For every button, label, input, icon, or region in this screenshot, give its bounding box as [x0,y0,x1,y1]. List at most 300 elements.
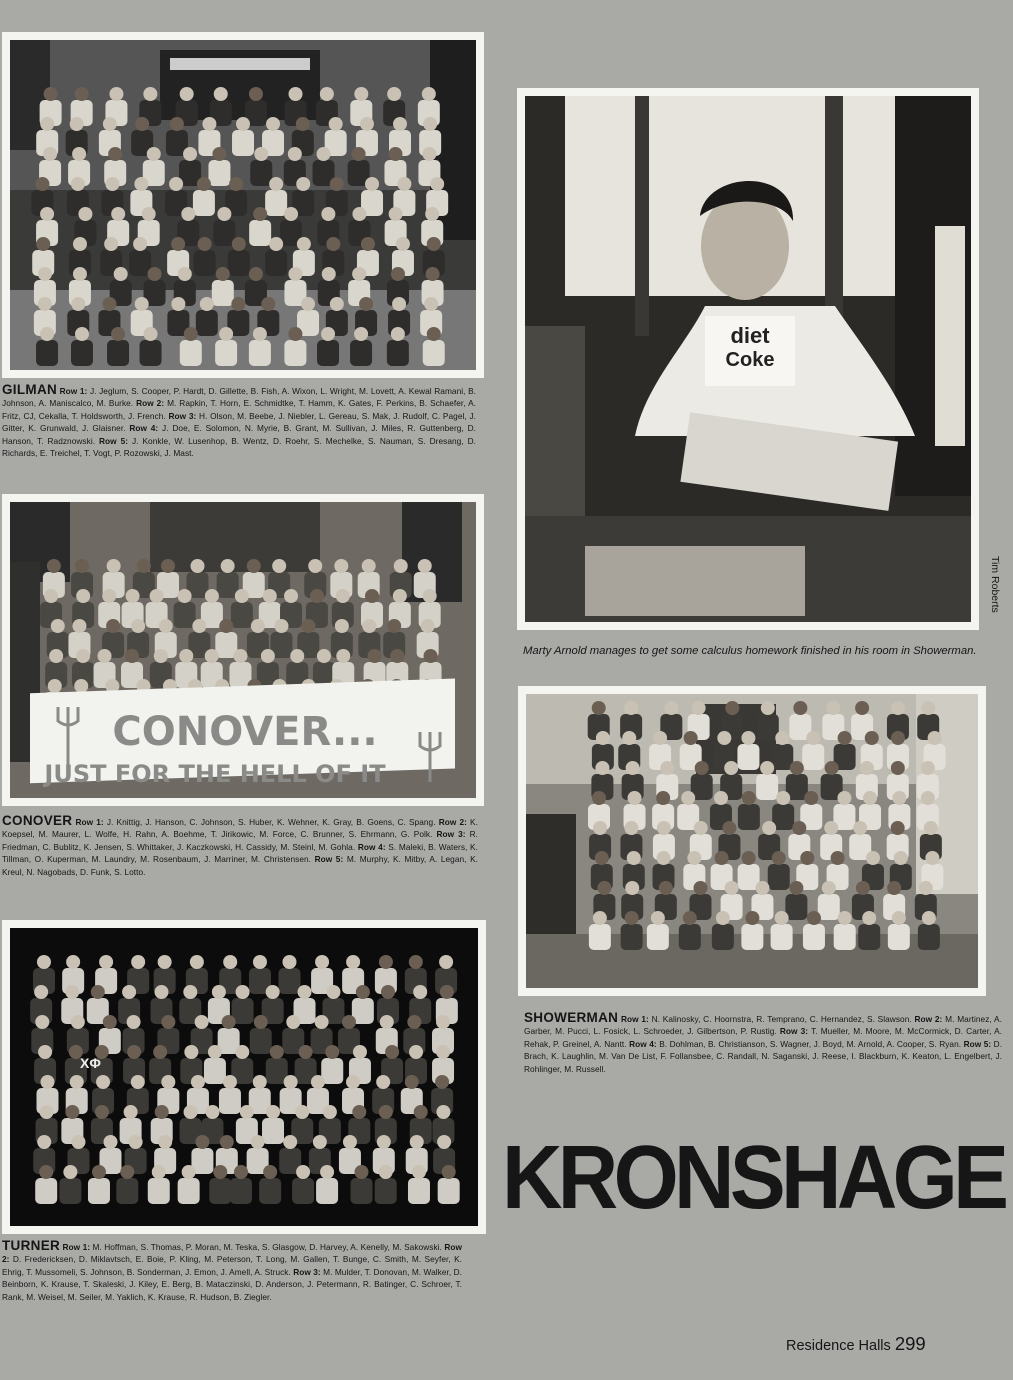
person-figure [202,117,216,131]
person-figure [111,327,125,341]
conover-banner-line2: JUST FOR THE HELL OF IT [44,760,386,788]
person-figure [409,1045,423,1059]
person-figure [592,791,606,805]
person-figure [317,649,331,663]
gilman-row-label: Row 4: [129,423,159,434]
person-figure [866,851,880,865]
person-figure [134,177,148,191]
person-figure [387,619,401,633]
person-figure [231,602,253,628]
person-figure [625,911,639,925]
person-figure [716,911,730,925]
person-figure [63,1165,77,1179]
person-figure [315,1015,329,1029]
person-figure [266,117,280,131]
person-figure [233,649,247,663]
person-figure [624,821,638,835]
person-figure [44,589,58,603]
person-figure [71,1135,85,1149]
person-figure [72,619,86,633]
person-figure [651,911,665,925]
person-figure [155,1105,169,1119]
person-figure [102,297,116,311]
person-figure [717,731,731,745]
person-figure [436,1105,450,1119]
person-figure [295,1105,309,1119]
person-figure [653,731,667,745]
conover-banner-line1: CONOVER... [112,709,378,755]
person-figure [336,649,350,663]
person-figure [194,250,216,276]
person-figure [742,851,756,865]
person-figure [217,207,231,221]
person-figure [296,177,310,191]
person-figure [249,87,263,101]
turner-row-names: M. Hoffman, S. Thomas, P. Moran, M. Teska, S. Glasgow, D. Harvey, A. Kenelly, M. Sakowski. [92,1242,442,1252]
page-number: 299 [894,1333,926,1354]
person-figure [106,619,120,633]
person-figure [71,340,93,366]
person-figure [321,207,335,221]
person-figure [892,911,906,925]
person-figure [622,731,636,745]
person-figure [38,1045,52,1059]
person-figure [212,985,226,999]
person-figure [219,327,233,341]
person-figure [712,924,734,950]
showerman-caption [524,1012,1002,1075]
person-figure [178,589,192,603]
person-figure [196,310,218,336]
person-figure [918,924,940,950]
person-figure [232,130,254,156]
person-figure [738,804,760,830]
person-figure [394,559,408,573]
person-figure [197,177,211,191]
showerman-group-photo [526,694,978,988]
feature-photo-caption: Marty Arnold manages to get some calculus homework finished in his room in Showerman. [523,645,977,657]
person-figure [296,117,310,131]
person-figure [184,1045,198,1059]
person-figure [124,1105,138,1119]
person-figure [838,731,852,745]
person-figure [142,207,156,221]
conover-photo-frame [2,494,484,806]
person-figure [789,881,803,895]
person-figure [181,207,195,221]
person-figure [88,1178,110,1204]
person-figure [170,117,184,131]
person-figure [298,985,312,999]
person-figure [313,1135,327,1149]
person-figure [741,731,755,745]
person-figure [354,87,368,101]
person-figure [272,559,286,573]
person-figure [261,649,275,663]
person-figure [127,1045,141,1059]
person-figure [270,1045,284,1059]
person-figure [863,791,877,805]
person-figure [335,619,349,633]
person-figure [325,1045,339,1059]
person-figure [760,761,774,775]
person-figure [377,1135,391,1149]
person-figure [171,237,185,251]
person-figure [625,881,639,895]
person-figure [837,791,851,805]
person-figure [35,1178,57,1204]
person-figure [790,761,804,775]
person-figure [355,1165,369,1179]
person-figure [205,649,219,663]
person-figure [423,117,437,131]
person-figure [193,190,215,216]
person-figure [922,911,936,925]
person-figure [133,237,147,251]
person-figure [283,1135,297,1149]
conover-group-photo [10,502,476,798]
person-figure [768,864,790,890]
person-figure [72,147,86,161]
person-figure [282,955,296,969]
person-figure [624,701,638,715]
person-figure [261,297,275,311]
person-figure [251,619,265,633]
person-figure [288,327,302,341]
person-figure [198,237,212,251]
person-figure [40,207,54,221]
person-figure [235,1045,249,1059]
person-figure [153,1045,167,1059]
person-figure [928,731,942,745]
person-figure [75,559,89,573]
person-figure [161,559,175,573]
person-figure [647,924,669,950]
person-figure [137,559,151,573]
person-figure [297,237,311,251]
person-figure [818,894,840,920]
person-figure [284,340,306,366]
person-figure [368,649,382,663]
gilman-row-names: J. Jeglum, S. Cooper, P. Hardt, D. Gillette, B. Fish, A. Wixon, L. Wright, M. Lovett, A. Kewal Ramani, B. Johnson, A. Maniscalco, M. Burke. [2,386,477,409]
person-figure [109,87,123,101]
conover-row-names: J. Knittig, J. Hanson, C. Johnson, S. Huber, K. Wehner, K. Gray, B. Goens, C. Spang. [106,817,436,827]
showerman-row-names: B. Dohlman, B. Christianson, S. Wagner, J. Boyd, M. Arnold, A. Cooper, S. Ryan. [659,1038,962,1049]
person-figure [232,237,246,251]
person-figure [40,327,54,341]
person-figure [154,649,168,663]
person-figure [107,340,129,366]
person-figure [807,911,821,925]
showerman-row-label: Row 1: [620,1014,649,1024]
person-figure [223,955,237,969]
person-figure [310,589,324,603]
person-figure [43,147,57,161]
person-figure [169,177,183,191]
person-figure [40,1105,54,1119]
person-figure [236,985,250,999]
person-figure [352,1105,366,1119]
person-figure [182,1165,196,1179]
showerman-row-label: Row 2: [914,1014,943,1024]
person-figure [422,147,436,161]
person-figure [323,1105,337,1119]
person-figure [206,1105,220,1119]
person-figure [122,985,136,999]
person-figure [714,791,728,805]
gilman-row-names: J. Doe, E. Solomon, N. Myrie, B. Grant, M. Sullivan, J. Miles, R. Guttenberg, D. Hanson, T. Radznowski. [2,423,476,446]
person-figure [380,1015,394,1029]
person-figure [71,1015,85,1029]
person-figure [143,87,157,101]
person-figure [856,881,870,895]
person-figure [190,955,204,969]
person-figure [38,297,52,311]
person-figure [39,1165,53,1179]
person-figure [159,619,173,633]
person-figure [853,821,867,835]
person-figure [664,701,678,715]
person-figure [352,207,366,221]
folio-label: Residence Halls [786,1338,891,1354]
person-figure [70,117,84,131]
person-figure [838,911,852,925]
person-figure [423,589,437,603]
person-figure [755,881,769,895]
person-figure [326,985,340,999]
sweatshirt-logo-line1: diet [730,323,770,348]
showerman-hall-name: SHOWERMAN [524,1010,619,1025]
person-figure [756,774,778,800]
person-figure [336,589,350,603]
person-figure [183,985,197,999]
person-figure [126,589,140,603]
person-figure [775,911,789,925]
showerman-row-names: D. Brach, K. Laughlin, M. Van De List, F. Follansbee, C. Randall, N. Saganski, J. Reese, I. Blackburn, K. Keaton, L. Engelbert, J. Rohlinger, M. Russell. [524,1038,1003,1074]
person-figure [284,1075,298,1089]
person-figure [802,744,824,770]
person-figure [251,1135,265,1149]
person-figure [249,267,263,281]
person-figure [65,1105,79,1119]
person-figure [108,147,122,161]
person-figure [240,1105,254,1119]
person-figure [757,714,779,740]
feature-photo-frame [517,88,979,630]
person-figure [860,761,874,775]
person-figure [104,237,118,251]
person-figure [397,177,411,191]
person-figure [389,207,403,221]
person-figure [390,649,404,663]
person-figure [235,589,249,603]
person-figure [334,559,348,573]
person-figure [221,559,235,573]
person-figure [888,924,910,950]
person-figure [231,297,245,311]
person-figure [745,911,759,925]
person-figure [286,1015,300,1029]
person-figure [410,1135,424,1149]
person-figure [76,589,90,603]
person-figure [192,619,206,633]
conover-row-label: Row 4: [357,841,386,852]
person-figure [222,1015,236,1029]
person-figure [48,679,62,693]
person-figure [365,177,379,191]
person-figure [288,147,302,161]
person-figure [320,1165,334,1179]
person-figure [40,117,54,131]
person-figure [679,924,701,950]
person-figure [205,589,219,603]
person-figure [208,1045,222,1059]
person-figure [125,649,139,663]
person-figure [683,911,697,925]
person-figure [148,1178,170,1204]
person-figure [36,340,58,366]
person-figure [253,327,267,341]
person-figure [597,881,611,895]
person-figure [435,1075,449,1089]
person-figure [826,701,840,715]
person-figure [230,1178,252,1204]
person-figure [891,761,905,775]
person-figure [361,237,375,251]
person-figure [351,1178,373,1204]
person-figure [656,791,670,805]
person-figure [359,297,373,311]
person-figure [253,955,267,969]
person-figure [393,589,407,603]
person-figure [38,267,52,281]
person-figure [423,340,445,366]
turner-group-photo [10,928,478,1226]
gilman-row-label: Row 1: [59,386,88,396]
person-figure [425,207,439,221]
person-figure [785,894,807,920]
person-figure [436,1045,450,1059]
person-figure [385,1045,399,1059]
person-figure [322,267,336,281]
person-figure [234,1165,248,1179]
person-figure [741,924,763,950]
person-figure [190,559,204,573]
person-figure [596,731,610,745]
person-figure [74,679,88,693]
person-figure [803,924,825,950]
person-figure [427,327,441,341]
person-figure [427,237,441,251]
person-figure [278,968,300,994]
person-figure [219,1088,241,1114]
person-figure [424,649,438,663]
person-figure [200,297,214,311]
person-figure [253,1075,267,1089]
person-figure [36,237,50,251]
person-figure [265,250,287,276]
person-figure [775,731,789,745]
person-figure [430,177,444,191]
conover-row-names: S. Maleki, B. Waters, K. Tillman, O. Kuperman, M. Laundry, M. Rosenbaum, J. Marriner, M. Christensen. [2,841,478,865]
person-figure [921,761,935,775]
person-figure [692,701,706,715]
person-figure [129,1135,143,1149]
person-figure [158,1135,172,1149]
person-figure [73,237,87,251]
person-figure [891,731,905,745]
person-figure [107,559,121,573]
turner-caption [2,1240,462,1303]
person-figure [317,147,331,161]
person-figure [116,1178,138,1204]
person-figure [95,1105,109,1119]
person-figure [316,1178,338,1204]
person-figure [793,701,807,715]
person-figure [179,649,193,663]
person-figure [111,207,125,221]
person-figure [204,1058,226,1084]
person-figure [391,267,405,281]
person-figure [213,1165,227,1179]
person-figure [250,160,272,186]
person-figure [407,1015,421,1029]
person-figure [296,1165,310,1179]
person-figure [414,1105,428,1119]
person-figure [51,619,65,633]
person-figure [440,985,454,999]
person-figure [174,602,196,628]
person-figure [148,267,162,281]
person-figure [292,1178,314,1204]
person-figure [426,267,440,281]
person-figure [589,924,611,950]
person-figure [593,821,607,835]
person-figure [891,821,905,835]
person-figure [266,1105,280,1119]
person-figure [254,147,268,161]
person-figure [725,701,739,715]
person-figure [263,1165,277,1179]
person-figure [180,340,202,366]
person-figure [269,237,283,251]
gilman-row-names: H. Olson, M. Beebe, J. Niebler, L. Gereau, S. Mak, J. Rudolf, C. Pagel, J. Gitter, K. Grunwald, J. Glaisner. [2,410,477,434]
person-figure [158,955,172,969]
showerman-row-label: Row 4: [629,1038,657,1049]
person-figure [215,340,237,366]
showerman-row-label: Row 5: [963,1038,992,1049]
person-figure [249,340,271,366]
person-figure [695,761,709,775]
person-figure [71,297,85,311]
person-figure [800,851,814,865]
person-figure [408,1178,430,1204]
person-figure [593,911,607,925]
person-figure [925,851,939,865]
person-figure [299,1045,313,1059]
person-figure [92,1165,106,1179]
person-figure [265,190,287,216]
person-figure [376,1075,390,1089]
person-figure [365,589,379,603]
person-figure [424,297,438,311]
person-figure [409,955,423,969]
person-figure [595,851,609,865]
person-figure [621,924,643,950]
person-figure [894,851,908,865]
person-figure [71,177,85,191]
person-figure [35,177,49,191]
